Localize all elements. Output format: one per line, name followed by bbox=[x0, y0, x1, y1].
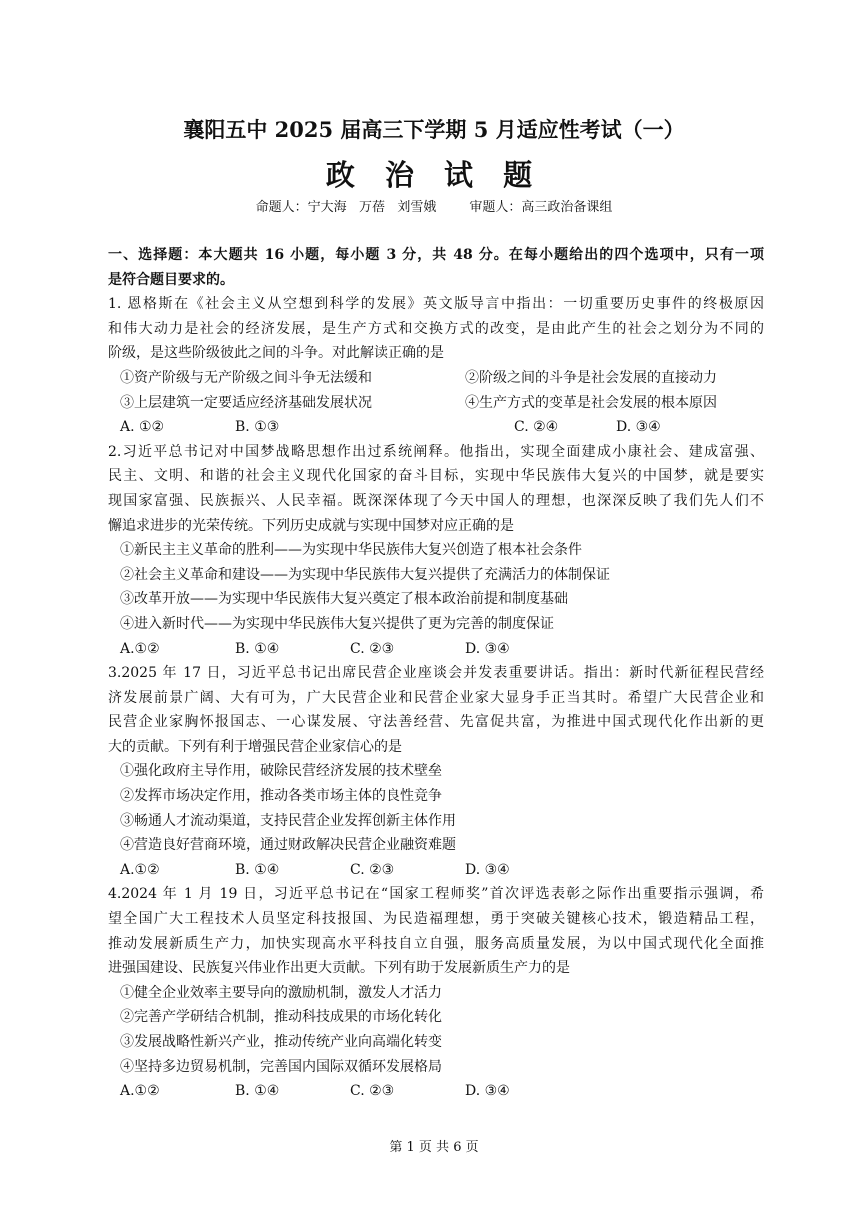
q1-statement-1: ①资产阶级与无产阶级之间斗争无法缓和 bbox=[120, 369, 372, 386]
subject-title: 政 治 试 题 bbox=[325, 158, 543, 192]
q3-stem-line-3: 民营企业家胸怀报国志、一心谋发展、守法善经营、先富促共富，为推进中国式现代化作出新的更 bbox=[108, 714, 764, 731]
page-footer: 第 1 页 共 6 页 bbox=[389, 1140, 479, 1155]
q3-statement-1: ①强化政府主导作用，破除民营经济发展的技术壁垒 bbox=[120, 763, 442, 780]
exam-title: 襄阳五中 2025 届高三下学期 5 月适应性考试（一） bbox=[183, 117, 685, 142]
q1-statements-row-1 bbox=[108, 366, 764, 391]
q3-statement-4: ④营造良好营商环境，通过财政解决民营企业融资难题 bbox=[120, 837, 456, 854]
q2-stem-line-1: 2.习近平总书记对中国梦战略思想作出过系统阐释。他指出，实现全面建成小康社会、建成富强、 bbox=[108, 443, 764, 460]
q3-option-a: A.①② bbox=[120, 861, 160, 878]
author-gap bbox=[436, 200, 469, 215]
q1-stem-line-2: 和伟大动力是社会的经济发展，是生产方式和交换方式的改变，是由此产生的社会之划分为不同的 bbox=[108, 320, 764, 337]
q4-options bbox=[108, 1079, 764, 1104]
q4-option-c: C. ②③ bbox=[350, 1083, 395, 1100]
q3-option-c: C. ②③ bbox=[350, 861, 395, 878]
q2-option-a: A.①② bbox=[120, 640, 160, 657]
question-setters: 命题人：宁大海 万蓓 刘雪娥 bbox=[255, 200, 437, 215]
q4-statement-2: ②完善产学研结合机制，推动科技成果的市场化转化 bbox=[120, 1009, 442, 1026]
q3-stem-line-4: 大的贡献。下列有利于增强民营企业家信心的是 bbox=[108, 738, 402, 755]
q4-stem-line-2: 望全国广大工程技术人员坚定科技报国、为民造福理想，勇于突破关键核心技术，锻造精品工程， bbox=[108, 911, 764, 928]
q2-statement-1: ①新民主主义革命的胜利——为实现中华民族伟大复兴创造了根本社会条件 bbox=[120, 542, 582, 559]
q2-stem-line-2: 民主、文明、和谐的社会主义现代化国家的奋斗目标，实现中华民族伟大复兴的中国梦，就是要实 bbox=[108, 468, 764, 485]
q2-stem-line-4: 懈追求进步的光荣传统。下列历史成就与实现中国梦对应正确的是 bbox=[108, 517, 514, 534]
q2-option-d: D. ③④ bbox=[465, 640, 510, 657]
q1-option-d: D. ③④ bbox=[616, 419, 661, 436]
q1-statement-4: ④生产方式的变革是社会发展的根本原因 bbox=[465, 394, 717, 411]
q3-stem-line-2: 济发展前景广阔、大有可为，广大民营企业和民营企业家大显身手正当其时。希望广大民营企业和 bbox=[108, 689, 764, 706]
reviewers: 审题人：高三政治备课组 bbox=[469, 200, 613, 215]
author-line bbox=[0, 196, 868, 215]
q4-option-a: A.①② bbox=[120, 1083, 160, 1100]
q3-statement-2: ②发挥市场决定作用，推动各类市场主体的良性竞争 bbox=[120, 788, 442, 805]
q3-stem-line-1: 3.2025 年 17 日，习近平总书记出席民营企业座谈会并发表重要讲话。指出：新时代新征程民营经 bbox=[108, 665, 764, 682]
q4-stem-line-1: 4.2024 年 1 月 19 日，习近平总书记在“国家工程师奖”首次评选表彰之际作出重要指示强调，希 bbox=[108, 886, 764, 903]
q3-statement-3: ③畅通人才流动渠道，支持民营企业发挥创新主体作用 bbox=[120, 812, 456, 829]
q3-option-b: B. ①④ bbox=[235, 861, 280, 878]
q1-statements-row-2 bbox=[108, 391, 764, 416]
q4-statement-4: ④坚持多边贸易机制，完善国内国际双循环发展格局 bbox=[120, 1058, 442, 1075]
q2-statement-3: ③改革开放——为实现中华民族伟大复兴奠定了根本政治前提和制度基础 bbox=[120, 591, 568, 608]
q1-option-a: A. ①② bbox=[120, 419, 165, 436]
q2-options bbox=[108, 637, 764, 662]
q1-options bbox=[108, 415, 764, 440]
q4-statement-3: ③发展战略性新兴产业，推动传统产业向高端化转变 bbox=[120, 1034, 442, 1050]
question-body bbox=[108, 243, 764, 1104]
q2-option-b: B. ①④ bbox=[235, 640, 280, 657]
q3-options bbox=[108, 858, 764, 883]
section-instruction-line-1: 一、选择题：本大题共 16 小题，每小题 3 分，共 48 分。在每小题给出的四个选项中，只有一项 bbox=[108, 247, 764, 263]
q1-option-c: C. ②④ bbox=[514, 419, 559, 436]
q2-statement-4: ④进入新时代——为实现中华民族伟大复兴提供了更为完善的制度保证 bbox=[120, 615, 554, 632]
q1-option-b: B. ①③ bbox=[235, 419, 280, 436]
q4-option-b: B. ①④ bbox=[235, 1083, 280, 1100]
q1-stem-line-1: 1. 恩格斯在《社会主义从空想到科学的发展》英文版导言中指出：一切重要历史事件的终极原因 bbox=[108, 296, 764, 313]
q1-stem-line-3: 阶级，是这些阶级彼此之间的斗争。对此解读正确的是 bbox=[108, 345, 444, 362]
q4-stem-line-4: 进强国建设、民族复兴伟业作出更大贡献。下列有助于发展新质生产力的是 bbox=[108, 960, 570, 977]
q4-option-d: D. ③④ bbox=[465, 1083, 510, 1100]
q2-option-c: C. ②③ bbox=[350, 640, 395, 657]
q1-statement-2: ②阶级之间的斗争是社会发展的直接动力 bbox=[465, 369, 717, 386]
q2-stem-line-3: 现国家富强、民族振兴、人民幸福。既深深体现了今天中国人的理想，也深深反映了我们先人们不 bbox=[108, 492, 764, 509]
section-instruction-line-2: 是符合题目要求的。 bbox=[108, 271, 234, 288]
q4-statement-1: ①健全企业效率主要导向的激励机制，激发人才活力 bbox=[120, 984, 442, 1001]
q4-stem-line-3: 推动发展新质生产力，加快实现高水平科技自立自强，服务高质量发展，为以中国式现代化全面推 bbox=[108, 935, 764, 952]
q1-statement-3: ③上层建筑一定要适应经济基础发展状况 bbox=[120, 394, 372, 411]
q2-statement-2: ②社会主义革命和建设——为实现中华民族伟大复兴提供了充满活力的体制保证 bbox=[120, 566, 610, 583]
q3-option-d: D. ③④ bbox=[465, 861, 510, 878]
